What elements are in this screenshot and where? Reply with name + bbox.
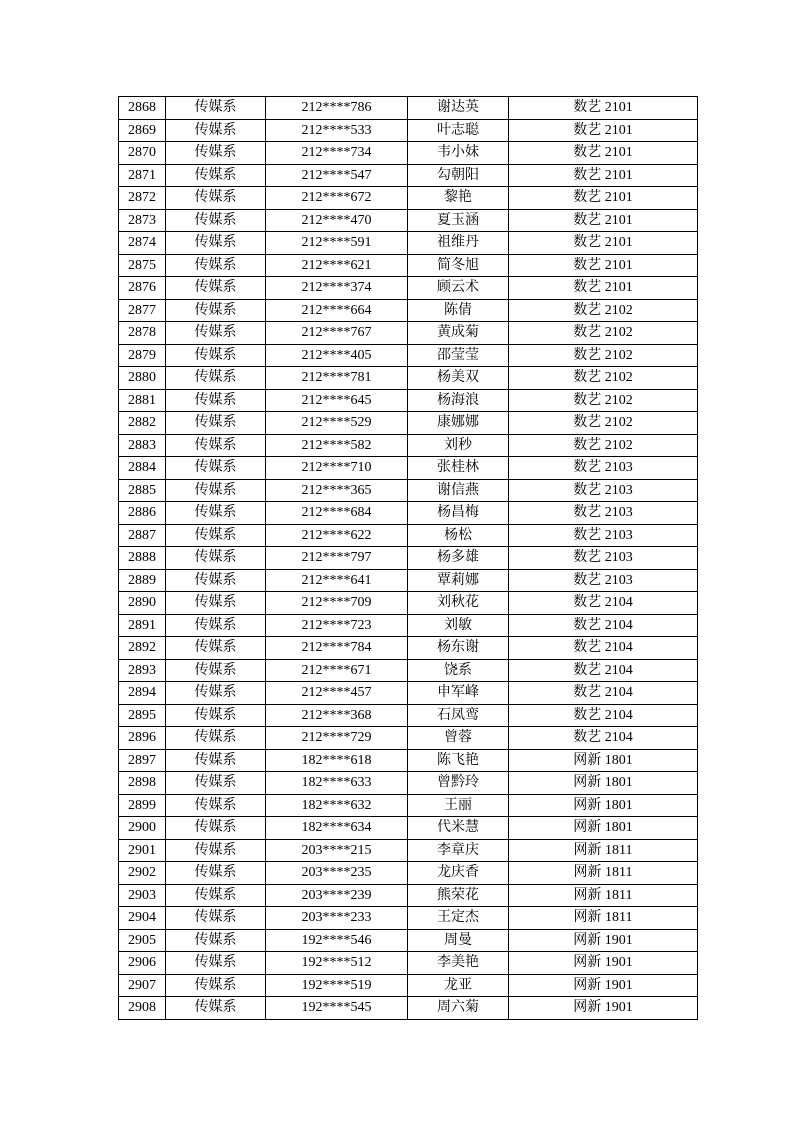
department-cell: 传媒系 [166,142,266,165]
table-row [119,299,698,322]
name-cell: 曾蓉 [408,727,509,750]
name-cell: 叶志聪 [408,119,509,142]
class-cell: 数艺 2103 [509,569,698,592]
table-row [119,839,698,862]
table-row [119,97,698,120]
class-cell: 数艺 2104 [509,704,698,727]
row-index-cell: 2901 [119,839,166,862]
row-index-cell: 2908 [119,997,166,1020]
table-row [119,704,698,727]
masked-id-cell: 212****645 [266,389,408,412]
department-cell: 传媒系 [166,569,266,592]
department-cell: 传媒系 [166,524,266,547]
table-row [119,772,698,795]
row-index-cell: 2888 [119,547,166,570]
table-body [119,97,698,1020]
masked-id-cell: 212****734 [266,142,408,165]
name-cell: 熊荣花 [408,884,509,907]
masked-id-cell: 212****533 [266,119,408,142]
name-cell: 韦小妹 [408,142,509,165]
name-cell: 康娜娜 [408,412,509,435]
class-cell: 数艺 2103 [509,479,698,502]
masked-id-cell: 192****546 [266,929,408,952]
masked-id-cell: 212****547 [266,164,408,187]
name-cell: 刘敏 [408,614,509,637]
masked-id-cell: 212****582 [266,434,408,457]
masked-id-cell: 212****457 [266,682,408,705]
row-index-cell: 2893 [119,659,166,682]
row-index-cell: 2871 [119,164,166,187]
department-cell: 传媒系 [166,997,266,1020]
class-cell: 数艺 2102 [509,322,698,345]
class-cell: 网新 1801 [509,794,698,817]
class-cell: 数艺 2103 [509,457,698,480]
name-cell: 顾云术 [408,277,509,300]
masked-id-cell: 203****233 [266,907,408,930]
name-cell: 夏玉涵 [408,209,509,232]
class-cell: 数艺 2104 [509,727,698,750]
table-row [119,974,698,997]
name-cell: 黄成菊 [408,322,509,345]
masked-id-cell: 212****672 [266,187,408,210]
department-cell: 传媒系 [166,704,266,727]
table-row [119,232,698,255]
row-index-cell: 2879 [119,344,166,367]
class-cell: 数艺 2104 [509,637,698,660]
row-index-cell: 2885 [119,479,166,502]
table-row [119,884,698,907]
masked-id-cell: 212****784 [266,637,408,660]
class-cell: 网新 1811 [509,862,698,885]
department-cell: 传媒系 [166,884,266,907]
department-cell: 传媒系 [166,187,266,210]
masked-id-cell: 212****709 [266,592,408,615]
class-cell: 数艺 2104 [509,592,698,615]
department-cell: 传媒系 [166,862,266,885]
class-cell: 数艺 2103 [509,547,698,570]
department-cell: 传媒系 [166,772,266,795]
department-cell: 传媒系 [166,749,266,772]
department-cell: 传媒系 [166,682,266,705]
class-cell: 数艺 2102 [509,412,698,435]
department-cell: 传媒系 [166,592,266,615]
department-cell: 传媒系 [166,952,266,975]
table-row [119,187,698,210]
masked-id-cell: 182****634 [266,817,408,840]
name-cell: 申军峰 [408,682,509,705]
department-cell: 传媒系 [166,817,266,840]
table-row [119,367,698,390]
class-cell: 数艺 2102 [509,434,698,457]
department-cell: 传媒系 [166,547,266,570]
department-cell: 传媒系 [166,367,266,390]
name-cell: 杨美双 [408,367,509,390]
table-row [119,457,698,480]
name-cell: 祖维丹 [408,232,509,255]
masked-id-cell: 212****671 [266,659,408,682]
masked-id-cell: 212****365 [266,479,408,502]
masked-id-cell: 192****545 [266,997,408,1020]
masked-id-cell: 212****786 [266,97,408,120]
class-cell: 网新 1901 [509,952,698,975]
table-row [119,254,698,277]
department-cell: 传媒系 [166,479,266,502]
table-row [119,524,698,547]
name-cell: 简冬旭 [408,254,509,277]
masked-id-cell: 192****512 [266,952,408,975]
row-index-cell: 2869 [119,119,166,142]
masked-id-cell: 212****729 [266,727,408,750]
table-row [119,659,698,682]
department-cell: 传媒系 [166,344,266,367]
class-cell: 网新 1801 [509,772,698,795]
table-row [119,929,698,952]
row-index-cell: 2891 [119,614,166,637]
masked-id-cell: 182****618 [266,749,408,772]
masked-id-cell: 212****664 [266,299,408,322]
department-cell: 传媒系 [166,164,266,187]
department-cell: 传媒系 [166,974,266,997]
name-cell: 王丽 [408,794,509,817]
class-cell: 数艺 2102 [509,389,698,412]
class-cell: 数艺 2101 [509,119,698,142]
class-cell: 数艺 2101 [509,254,698,277]
masked-id-cell: 212****621 [266,254,408,277]
name-cell: 刘秋花 [408,592,509,615]
class-cell: 数艺 2103 [509,524,698,547]
row-index-cell: 2886 [119,502,166,525]
class-cell: 数艺 2101 [509,209,698,232]
masked-id-cell: 212****374 [266,277,408,300]
name-cell: 张桂林 [408,457,509,480]
name-cell: 周曼 [408,929,509,952]
department-cell: 传媒系 [166,209,266,232]
row-index-cell: 2907 [119,974,166,997]
row-index-cell: 2870 [119,142,166,165]
table-row [119,277,698,300]
row-index-cell: 2868 [119,97,166,120]
row-index-cell: 2878 [119,322,166,345]
class-cell: 数艺 2102 [509,299,698,322]
table-row [119,682,698,705]
row-index-cell: 2881 [119,389,166,412]
department-cell: 传媒系 [166,637,266,660]
row-index-cell: 2884 [119,457,166,480]
class-cell: 数艺 2101 [509,232,698,255]
department-cell: 传媒系 [166,434,266,457]
table-row [119,749,698,772]
department-cell: 传媒系 [166,232,266,255]
class-cell: 数艺 2104 [509,682,698,705]
masked-id-cell: 182****632 [266,794,408,817]
masked-id-cell: 212****368 [266,704,408,727]
name-cell: 李美艳 [408,952,509,975]
table-row [119,569,698,592]
row-index-cell: 2904 [119,907,166,930]
table-row [119,142,698,165]
masked-id-cell: 212****797 [266,547,408,570]
row-index-cell: 2894 [119,682,166,705]
masked-id-cell: 192****519 [266,974,408,997]
department-cell: 传媒系 [166,929,266,952]
row-index-cell: 2896 [119,727,166,750]
row-index-cell: 2900 [119,817,166,840]
row-index-cell: 2872 [119,187,166,210]
row-index-cell: 2874 [119,232,166,255]
masked-id-cell: 212****591 [266,232,408,255]
name-cell: 邵莹莹 [408,344,509,367]
masked-id-cell: 182****633 [266,772,408,795]
table-row [119,862,698,885]
class-cell: 数艺 2101 [509,277,698,300]
name-cell: 杨松 [408,524,509,547]
row-index-cell: 2890 [119,592,166,615]
department-cell: 传媒系 [166,412,266,435]
name-cell: 曾黔玲 [408,772,509,795]
class-cell: 网新 1901 [509,929,698,952]
masked-id-cell: 212****529 [266,412,408,435]
table-row [119,322,698,345]
masked-id-cell: 212****710 [266,457,408,480]
name-cell: 杨东谢 [408,637,509,660]
name-cell: 陈飞艳 [408,749,509,772]
row-index-cell: 2880 [119,367,166,390]
department-cell: 传媒系 [166,254,266,277]
table-row [119,952,698,975]
class-cell: 数艺 2101 [509,97,698,120]
row-index-cell: 2899 [119,794,166,817]
department-cell: 传媒系 [166,907,266,930]
class-cell: 网新 1811 [509,884,698,907]
row-index-cell: 2876 [119,277,166,300]
row-index-cell: 2902 [119,862,166,885]
row-index-cell: 2873 [119,209,166,232]
row-index-cell: 2897 [119,749,166,772]
name-cell: 杨昌梅 [408,502,509,525]
table-row [119,479,698,502]
masked-id-cell: 203****239 [266,884,408,907]
department-cell: 传媒系 [166,727,266,750]
table-row [119,547,698,570]
table-row [119,817,698,840]
name-cell: 刘秒 [408,434,509,457]
department-cell: 传媒系 [166,97,266,120]
department-cell: 传媒系 [166,322,266,345]
table-row [119,209,698,232]
class-cell: 数艺 2103 [509,502,698,525]
name-cell: 龙庆香 [408,862,509,885]
class-cell: 数艺 2101 [509,164,698,187]
masked-id-cell: 212****684 [266,502,408,525]
student-roster-table [118,96,698,1020]
table-row [119,794,698,817]
masked-id-cell: 212****405 [266,344,408,367]
class-cell: 网新 1901 [509,974,698,997]
name-cell: 杨多雄 [408,547,509,570]
row-index-cell: 2882 [119,412,166,435]
name-cell: 谢达英 [408,97,509,120]
name-cell: 黎艳 [408,187,509,210]
department-cell: 传媒系 [166,659,266,682]
name-cell: 石凤鸾 [408,704,509,727]
table-row [119,592,698,615]
class-cell: 网新 1901 [509,997,698,1020]
row-index-cell: 2887 [119,524,166,547]
table-row [119,412,698,435]
class-cell: 网新 1811 [509,839,698,862]
row-index-cell: 2883 [119,434,166,457]
class-cell: 数艺 2102 [509,367,698,390]
name-cell: 勾朝阳 [408,164,509,187]
department-cell: 传媒系 [166,119,266,142]
masked-id-cell: 212****622 [266,524,408,547]
table-row [119,727,698,750]
row-index-cell: 2892 [119,637,166,660]
class-cell: 网新 1811 [509,907,698,930]
department-cell: 传媒系 [166,457,266,480]
table-row [119,502,698,525]
row-index-cell: 2903 [119,884,166,907]
table-row [119,389,698,412]
table-row [119,997,698,1020]
class-cell: 数艺 2104 [509,659,698,682]
name-cell: 王定杰 [408,907,509,930]
masked-id-cell: 212****723 [266,614,408,637]
row-index-cell: 2875 [119,254,166,277]
name-cell: 谢信燕 [408,479,509,502]
table-row [119,614,698,637]
name-cell: 李章庆 [408,839,509,862]
table-row [119,907,698,930]
class-cell: 数艺 2102 [509,344,698,367]
masked-id-cell: 212****767 [266,322,408,345]
name-cell: 代米慧 [408,817,509,840]
table-row [119,344,698,367]
row-index-cell: 2877 [119,299,166,322]
table-row [119,434,698,457]
department-cell: 传媒系 [166,614,266,637]
masked-id-cell: 203****215 [266,839,408,862]
table-row [119,119,698,142]
department-cell: 传媒系 [166,389,266,412]
department-cell: 传媒系 [166,299,266,322]
row-index-cell: 2906 [119,952,166,975]
masked-id-cell: 203****235 [266,862,408,885]
name-cell: 覃莉娜 [408,569,509,592]
department-cell: 传媒系 [166,839,266,862]
name-cell: 周六菊 [408,997,509,1020]
row-index-cell: 2905 [119,929,166,952]
masked-id-cell: 212****781 [266,367,408,390]
row-index-cell: 2895 [119,704,166,727]
table-row [119,164,698,187]
row-index-cell: 2889 [119,569,166,592]
class-cell: 数艺 2101 [509,187,698,210]
name-cell: 饶系 [408,659,509,682]
department-cell: 传媒系 [166,794,266,817]
masked-id-cell: 212****641 [266,569,408,592]
class-cell: 网新 1801 [509,817,698,840]
class-cell: 网新 1801 [509,749,698,772]
name-cell: 杨海浪 [408,389,509,412]
masked-id-cell: 212****470 [266,209,408,232]
name-cell: 龙亚 [408,974,509,997]
table-row [119,637,698,660]
department-cell: 传媒系 [166,277,266,300]
name-cell: 陈倩 [408,299,509,322]
row-index-cell: 2898 [119,772,166,795]
class-cell: 数艺 2104 [509,614,698,637]
class-cell: 数艺 2101 [509,142,698,165]
department-cell: 传媒系 [166,502,266,525]
